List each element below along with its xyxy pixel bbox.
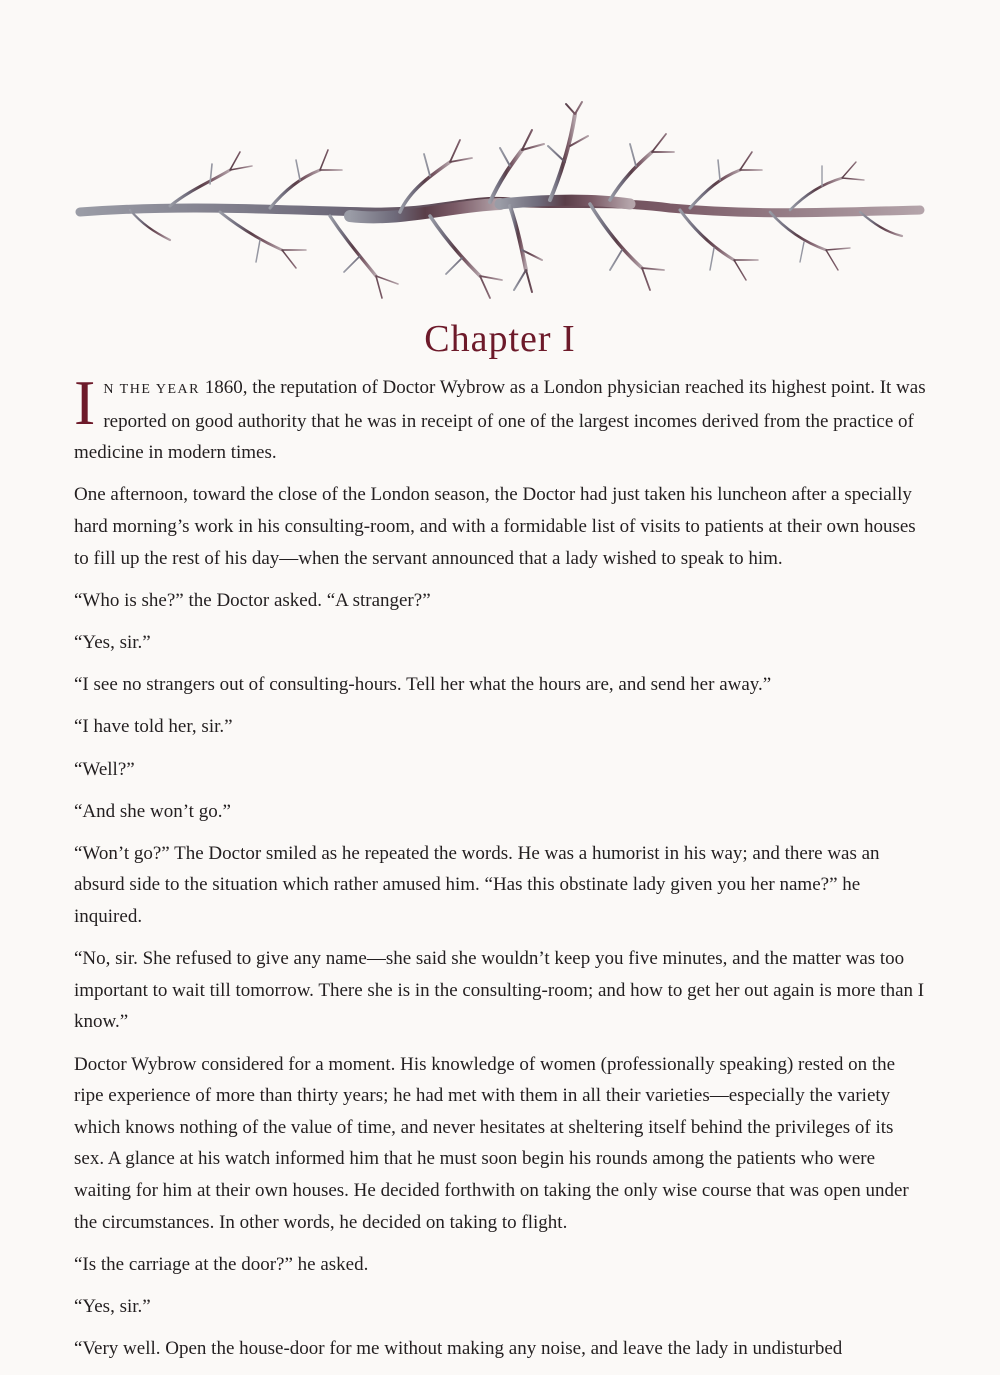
paragraph: One afternoon, toward the close of the London season, the Doctor had just taken his luncheon after a specially hard morning’s work in his consulting-room, and with a formidable list of visits to patients at their own houses to fill up the rest of his day—when the servant announced that a lady wished to speak to him.: [74, 484, 916, 569]
paragraph: “Yes, sir.”: [74, 1295, 151, 1317]
chapter-body: [74, 367, 926, 1375]
lead-in-smallcaps: N THE YEAR: [103, 382, 200, 397]
paragraph: “Very well. Open the house-door for me without making any noise, and leave the lady in undisturbed: [74, 1338, 843, 1360]
paragraph: “Is the carriage at the door?” he asked.: [74, 1253, 369, 1275]
paragraph: Doctor Wybrow considered for a moment. His knowledge of women (professionally speaking) rested on the ripe experience of more than thirty years; he had met with them in all their varieties—especially the variety which knows nothing of the value of time, and never hesitates at sheltering itself behind the privileges of its sex. A glance at his watch informed him that he must soon begin his rounds among the patients who were waiting for him at their own houses. He decided forthwith on taking the only wise course that was open under the circumstances. In other words, he decided on taking to flight.: [74, 1053, 909, 1233]
paragraph: “Who is she?” the Doctor asked. “A stranger?”: [74, 589, 431, 611]
paragraph: “I see no strangers out of consulting-hours. Tell her what the hours are, and send her away.”: [74, 674, 772, 696]
paragraph: “Well?”: [74, 758, 135, 780]
paragraph: “And she won’t go.”: [74, 800, 231, 822]
paragraph: “Yes, sir.”: [74, 631, 151, 653]
opening-paragraph-text: 1860, the reputation of Doctor Wybrow as a London physician reached its highest point. It was reported on good authority that he was in receipt of one of the largest incomes derived from the practice of medicine in modern times.: [74, 377, 926, 464]
paragraph: “I have told her, sir.”: [74, 716, 233, 738]
opening-paragraph: [74, 367, 926, 469]
drop-cap: I: [74, 367, 96, 438]
chapter-title: Chapter I: [424, 318, 576, 360]
tree-branch-ornament: [70, 100, 930, 320]
paragraph: “No, sir. She refused to give any name—she said she wouldn’t keep you five minutes, and the matter was too important to wait till tomorrow. There she is in the consulting-room; and how to get her out again is more than I know.”: [74, 948, 925, 1033]
paragraph: “Won’t go?” The Doctor smiled as he repeated the words. He was a humorist in his way; and there was an absurd side to the situation which rather amused him. “Has this obstinate lady given you her name?” he inquired.: [74, 842, 880, 928]
